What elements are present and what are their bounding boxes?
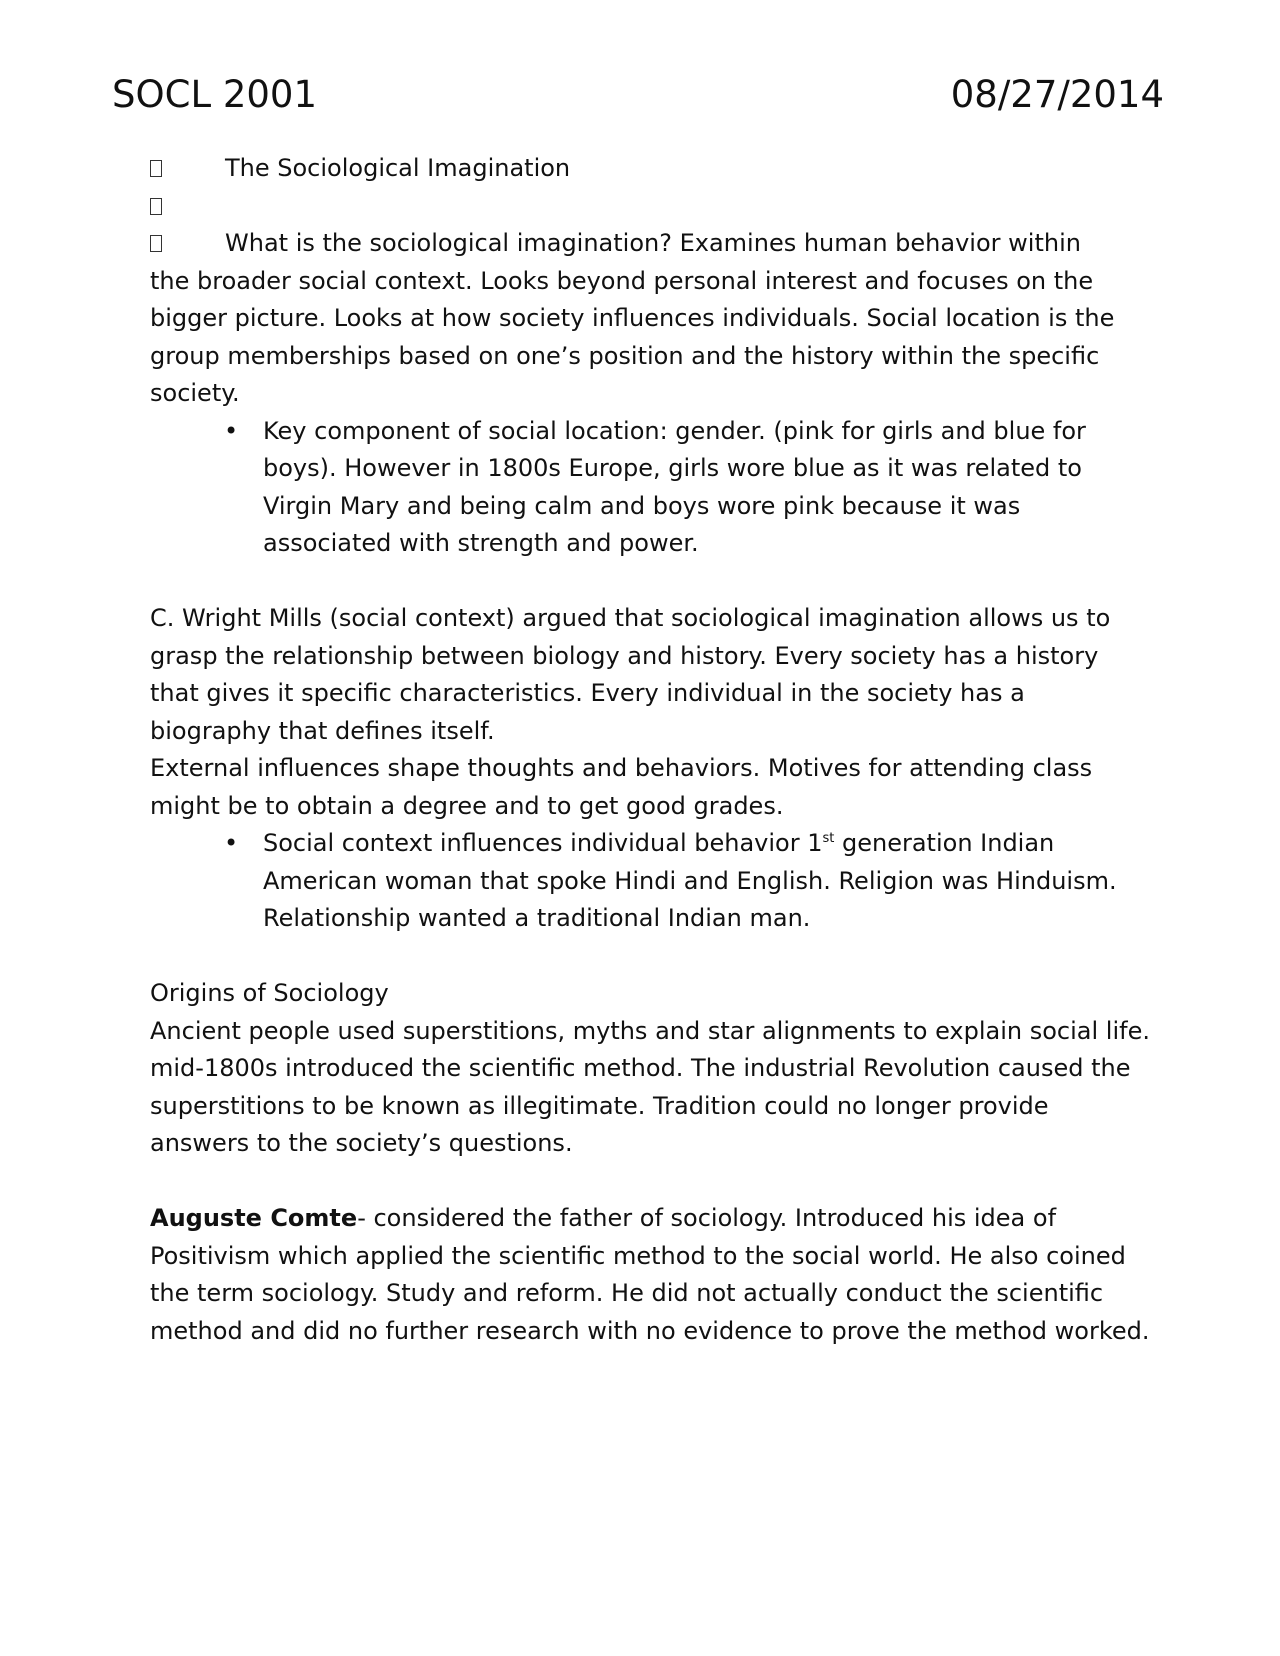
page-header bbox=[112, 70, 1164, 120]
social-context-bullet-text: Social context influences individual behavior 1st generation Indian American woman that spoke Hindi and English. Religion was Hinduism. Relationship wanted a traditional Indian man. bbox=[263, 829, 1117, 932]
bullet-list bbox=[150, 413, 1150, 563]
list-item bbox=[150, 825, 1150, 938]
origins-paragraph: Ancient people used superstitions, myths and star alignments to explain social life. mid-1800s introduced the scientific method. The industrial Revolution caused the superstitions to be known as illegitimate. Tradition could no longer provide answers to the society’s questions. bbox=[150, 1016, 1150, 1157]
question-line bbox=[150, 225, 1150, 263]
c-wright-mills-paragraph: C. Wright Mills (social context) argued that sociological imagination allows us to grasp the relationship between biology and history. Every society has a history that gives it specific characteristics. Every individual in the society has a biography that defines itself. bbox=[150, 604, 1111, 745]
auguste-comte-paragraph: Auguste Comte- considered the father of sociology. Introduced his idea of Positivism which applied the scientific method to the social world. He also coined the term sociology. Study and reform. He did not actually conduct the scientific method and did no further research with no evidence to prove the method worked. bbox=[150, 1204, 1150, 1345]
question-text: What is the sociological imagination? Examines human behavior within bbox=[225, 229, 1081, 257]
external-influences-paragraph: External influences shape thoughts and behaviors. Motives for attending class might be to obtain a degree and to get good grades. bbox=[150, 754, 1093, 820]
bullet-icon: • bbox=[224, 829, 239, 857]
sociological-imagination-paragraph: the broader social context. Looks beyond personal interest and focuses on the bigger picture. Looks at how society influences individuals. Social location is the group memberships based on one’s position and the history within the specific society. bbox=[150, 266, 1115, 407]
heading-line bbox=[150, 150, 1150, 188]
bullet-list bbox=[150, 825, 1150, 938]
gender-bullet-text: Key component of social location: gender. (pink for girls and blue for boys). However in 1800s Europe, girls wore blue as it was related to Virgin Mary and being calm and boys wore pink because it was associated with strength and power. bbox=[263, 416, 1086, 557]
note-date: 08/27/2014 bbox=[950, 73, 1164, 116]
section-heading-origins: Origins of Sociology bbox=[150, 979, 389, 1007]
auguste-comte-name: Auguste Comte bbox=[150, 1204, 358, 1232]
notes-body bbox=[150, 150, 1150, 1350]
course-code: SOCL 2001 bbox=[112, 73, 317, 116]
blank-symbol-line bbox=[150, 188, 1150, 226]
missing-glyph-icon bbox=[150, 235, 162, 252]
section-heading-sociological-imagination: The Sociological Imagination bbox=[225, 154, 571, 182]
bullet-icon: • bbox=[224, 416, 239, 445]
missing-glyph-icon bbox=[150, 160, 162, 177]
list-item bbox=[150, 413, 1150, 563]
missing-glyph-icon bbox=[150, 198, 162, 215]
